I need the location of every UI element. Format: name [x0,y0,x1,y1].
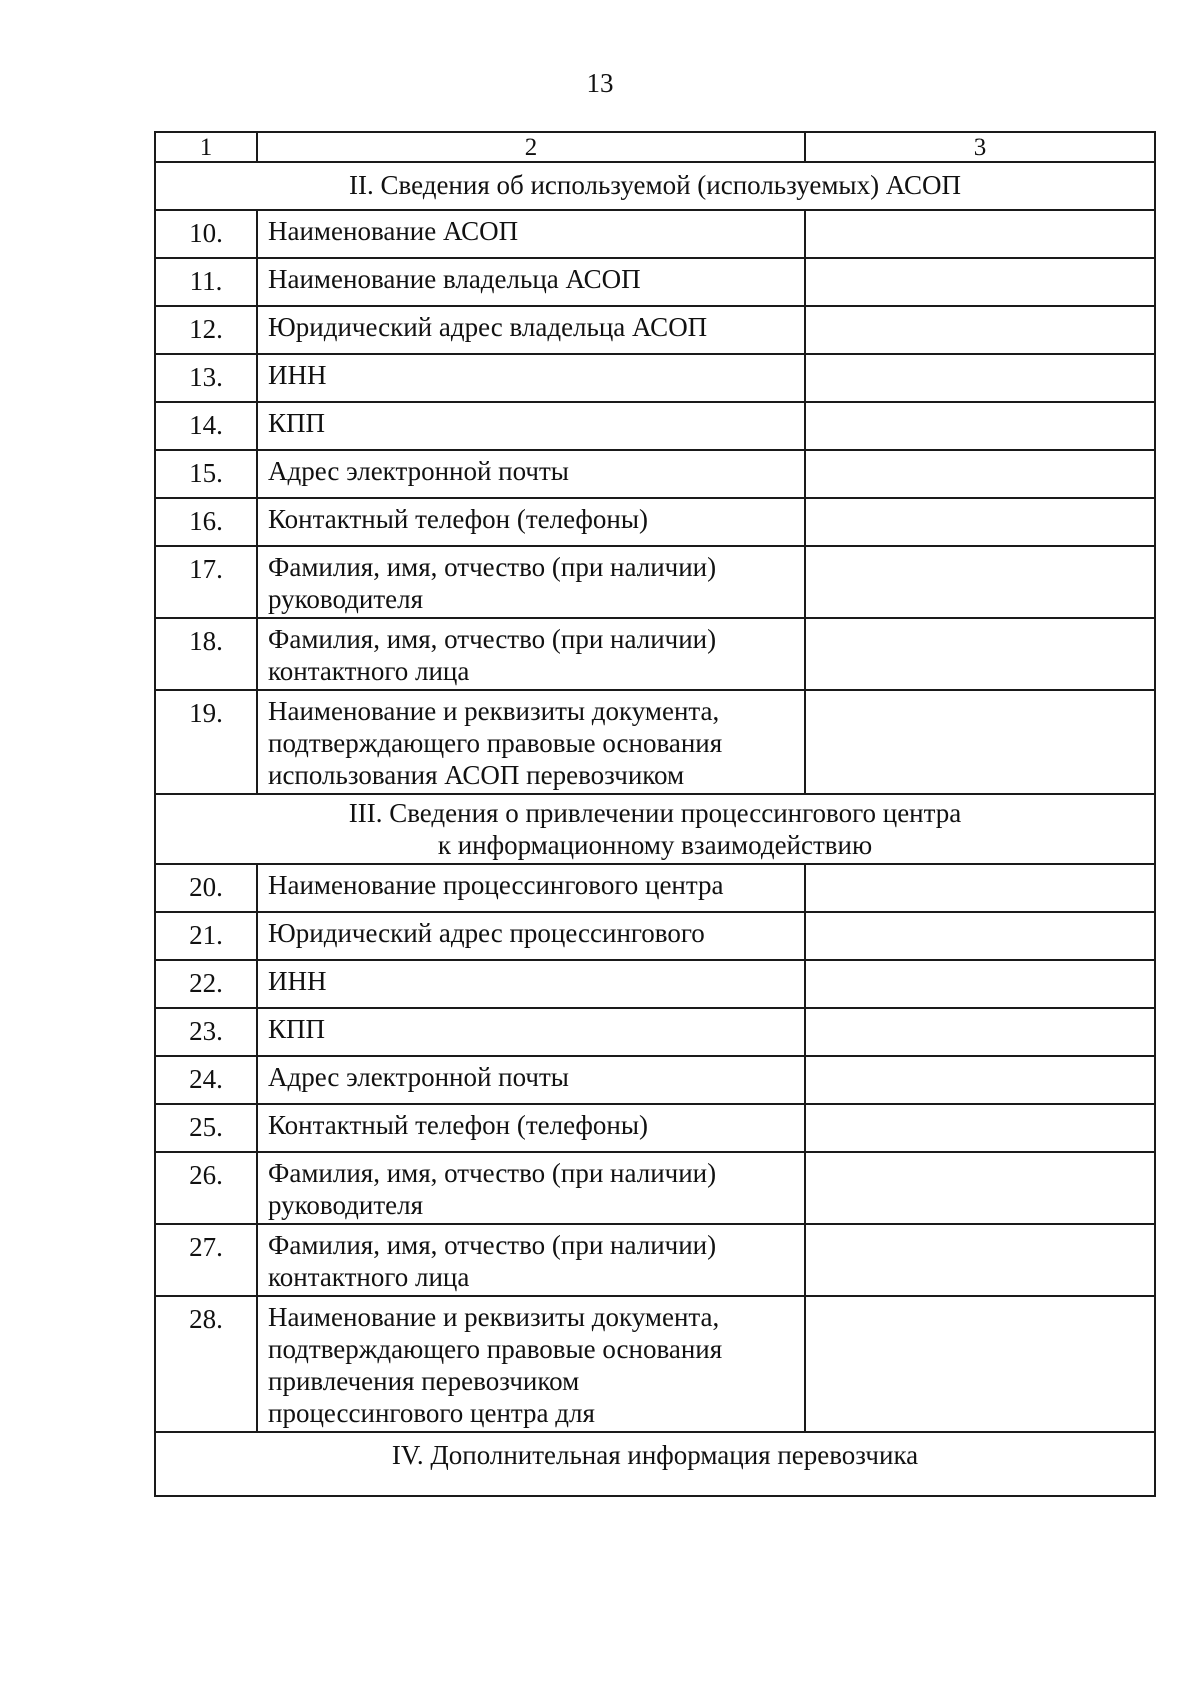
row-label-line: Наименование владельца АСОП [268,264,641,294]
row-label [257,1056,805,1104]
row-label [257,1152,805,1224]
row-number: 20. [155,864,257,912]
row-label [257,1224,805,1296]
row-label [257,546,805,618]
row-label-line: Контактный телефон (телефоны) [268,504,648,534]
section-heading-row [155,162,1155,210]
row-label-line: КПП [268,408,326,438]
row-label [257,1104,805,1152]
row-label [257,450,805,498]
row-label-line: Адрес электронной почты [268,456,569,486]
row-number: 17. [155,546,257,618]
row-label [257,306,805,354]
row-label [257,1296,805,1432]
row-label-line: руководителя [268,1190,424,1220]
row-label-line: контактного лица [268,1262,470,1292]
table-row [155,1008,1155,1056]
table-row [155,1224,1155,1296]
row-value-field[interactable] [805,960,1155,1008]
section-heading [155,794,1155,864]
row-number: 15. [155,450,257,498]
row-value-field[interactable] [805,690,1155,794]
row-number: 14. [155,402,257,450]
section-heading [155,1432,1155,1496]
row-value-field[interactable] [805,306,1155,354]
row-label-line: ИНН [268,966,327,996]
row-label-line: Наименование процессингового центра [268,870,724,900]
row-label [257,498,805,546]
table-row [155,864,1155,912]
row-value-field[interactable] [805,618,1155,690]
table-row [155,402,1155,450]
row-label [257,618,805,690]
row-value-field[interactable] [805,1056,1155,1104]
row-value-field[interactable] [805,1104,1155,1152]
row-number: 16. [155,498,257,546]
row-value-field[interactable] [805,1152,1155,1224]
row-label-line: Адрес электронной почты [268,1062,569,1092]
row-label [257,1008,805,1056]
row-number: 27. [155,1224,257,1296]
row-label [257,258,805,306]
row-label-line: привлечения перевозчиком [268,1366,580,1396]
table-row [155,306,1155,354]
section-heading-line: II. Сведения об используемой (используемых) АСОП [349,170,961,200]
carrier-info-table [154,131,1156,1497]
table-row [155,1056,1155,1104]
table-row [155,210,1155,258]
section-heading-line: IV. Дополнительная информация перевозчика [391,1440,919,1470]
row-value-field[interactable] [805,498,1155,546]
row-label-line: Наименование АСОП [268,216,519,246]
row-label [257,210,805,258]
row-label-line: подтверждающего правовые основания [268,728,723,758]
row-number: 12. [155,306,257,354]
section-heading-line: III. Сведения о привлечении процессингового центра [348,798,962,828]
row-label-line: Контактный телефон (телефоны) [268,1110,648,1140]
page-number: 13 [586,68,614,98]
row-label-line: процессингового центра для [268,1398,595,1428]
row-value-field[interactable] [805,210,1155,258]
row-label-line: Наименование и реквизиты документа, [268,696,720,726]
row-value-field[interactable] [805,1296,1155,1432]
row-label [257,912,805,960]
table-body [155,132,1155,1496]
table-row [155,450,1155,498]
row-number: 28. [155,1296,257,1432]
row-label [257,354,805,402]
row-label-line: Фамилия, имя, отчество (при наличии) [268,1158,717,1188]
table-row [155,498,1155,546]
row-value-field[interactable] [805,1224,1155,1296]
row-label-line: Фамилия, имя, отчество (при наличии) [268,1230,717,1260]
row-label-line: Фамилия, имя, отчество (при наличии) [268,624,717,654]
row-number: 18. [155,618,257,690]
row-label [257,864,805,912]
row-label-line: Наименование и реквизиты документа, [268,1302,720,1332]
row-label-line: контактного лица [268,656,470,686]
row-value-field[interactable] [805,546,1155,618]
row-value-field[interactable] [805,354,1155,402]
section-heading-line: к информационному взаимодействию [437,830,873,860]
table-row [155,1296,1155,1432]
row-label [257,402,805,450]
row-value-field[interactable] [805,402,1155,450]
row-number: 21. [155,912,257,960]
row-label-line: КПП [268,1014,326,1044]
row-number: 25. [155,1104,257,1152]
row-label-line: Фамилия, имя, отчество (при наличии) [268,552,717,582]
row-value-field[interactable] [805,912,1155,960]
table-row [155,1152,1155,1224]
row-label-line: Юридический адрес владельца АСОП [268,312,708,342]
row-value-field[interactable] [805,864,1155,912]
column-number-1: 1 [155,132,257,162]
row-number: 19. [155,690,257,794]
table-row [155,960,1155,1008]
table-row [155,546,1155,618]
section-heading-row [155,794,1155,864]
row-label-line: Юридический адрес процессингового [268,918,705,948]
table-row [155,690,1155,794]
row-number: 13. [155,354,257,402]
row-label-line: руководителя [268,584,424,614]
column-number-2: 2 [257,132,805,162]
table-row [155,1104,1155,1152]
row-number: 23. [155,1008,257,1056]
table-row [155,618,1155,690]
row-number: 22. [155,960,257,1008]
row-value-field[interactable] [805,1008,1155,1056]
row-label-line: ИНН [268,360,327,390]
row-value-field[interactable] [805,258,1155,306]
column-number-3: 3 [805,132,1155,162]
row-value-field[interactable] [805,450,1155,498]
table-row [155,912,1155,960]
section-heading-row [155,1432,1155,1496]
table-row [155,258,1155,306]
row-number: 11. [155,258,257,306]
row-label [257,960,805,1008]
row-label-line: подтверждающего правовые основания [268,1334,723,1364]
row-number: 26. [155,1152,257,1224]
column-number-row [155,132,1155,162]
section-heading [155,162,1155,210]
row-label-line: использования АСОП перевозчиком [268,760,685,790]
row-number: 10. [155,210,257,258]
row-number: 24. [155,1056,257,1104]
table-row [155,354,1155,402]
row-label [257,690,805,794]
